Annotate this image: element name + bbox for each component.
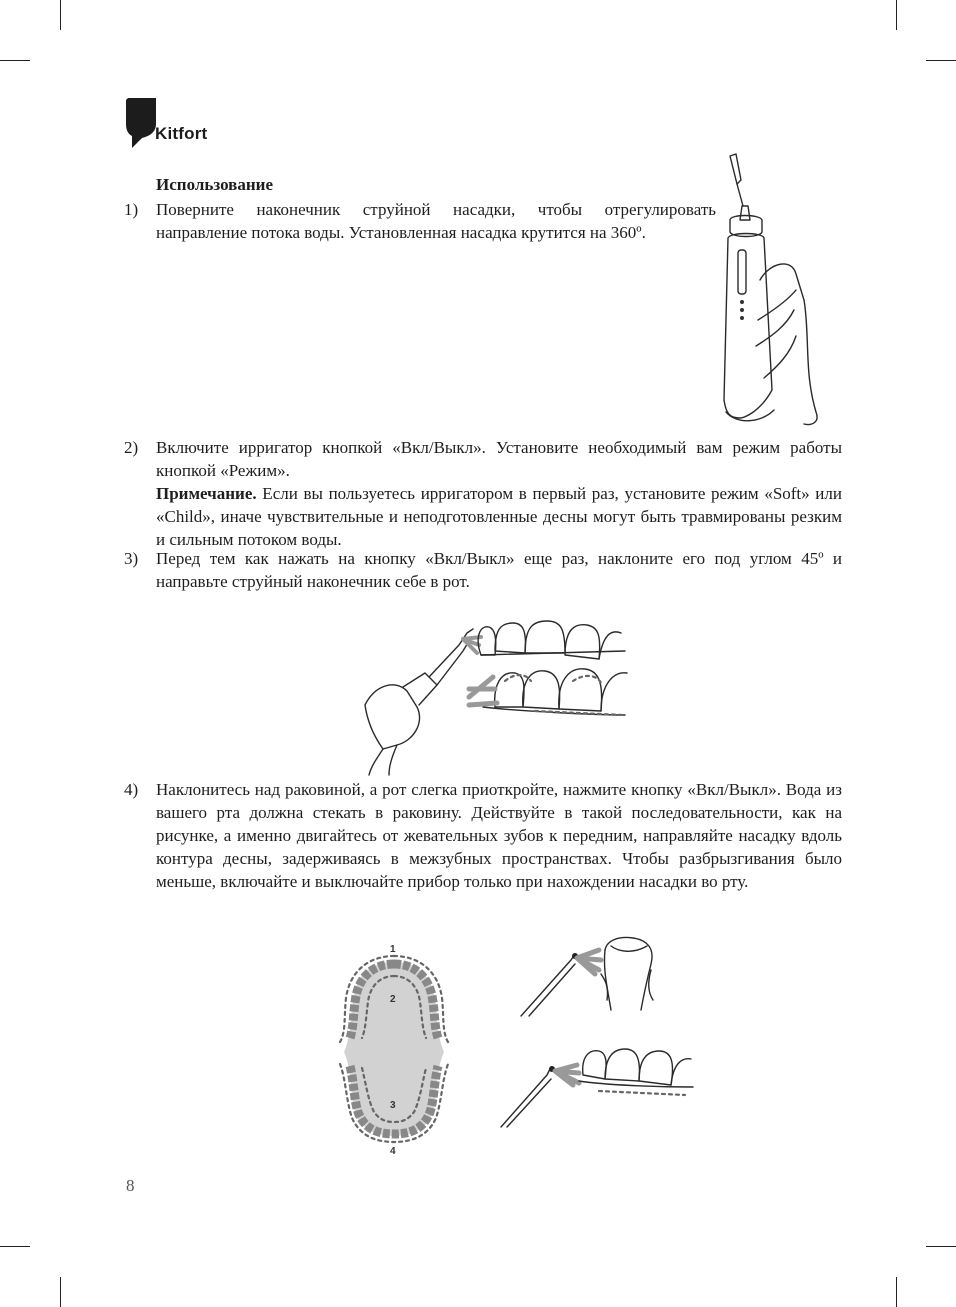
side-teeth-illustration [495,1045,695,1130]
step-number: 1) [124,200,139,219]
step-number: 3) [124,549,139,568]
step-2 [124,436,842,549]
diagram-label: 3 [390,1100,396,1111]
step-note [156,482,842,551]
diagram-label: 1 [390,944,396,955]
crop-mark [896,1277,897,1307]
step-3 [124,547,842,597]
step-text: Поверните наконечник струйной насадки, чтобы отрегулировать направление потока воды. Установленная насадка крутится на 360º. [156,200,716,242]
crop-mark [0,1246,30,1247]
crop-mark [896,0,897,30]
diagram-label: 4 [390,1146,396,1157]
step-number: 4) [124,780,139,799]
note-text: Если вы пользуетесь ирригатором в первый раз, установите режим «Soft» или «Child», иначе чувствительные и неподготовленные десны могут быть травмированы резким и сильным потоком воды. [156,484,842,549]
page-number: 8 [126,1176,135,1195]
front-tooth-illustration [515,930,665,1020]
mouth-sequence-diagram [336,940,456,1160]
crop-mark [926,1246,956,1247]
crop-mark [0,60,30,61]
step-4 [124,778,842,918]
step-text: Включите ирригатор кнопкой «Вкл/Выкл». Установите необходимый вам режим работы кнопкой «Режим». [156,438,842,480]
irrigator-hand-illustration [700,150,840,430]
crop-mark [926,60,956,61]
step-number: 2) [124,438,139,457]
section-title: Использование [156,175,273,194]
step-text: Наклонитесь над раковиной, а рот слегка приоткройте, нажмите кнопку «Вкл/Выкл». Вода из вашего рта должна стекать в раковину. Действуйте в такой последовательности, как на рисунке, а именно двигайтесь от жевательных зубов к передним, направляйте насадку вдоль контура десны, задерживаясь в межзубных пространствах. Чтобы разбрызгивания было меньше, включайте и выключайте прибор только при нахождении насадки во рту. [156,780,842,891]
step-text: Перед тем как нажать на кнопку «Вкл/Выкл» еще раз, наклоните его под углом 45º и направьте струйный наконечник себе в рот. [156,549,842,591]
note-label: Примечание. [156,484,257,503]
crop-mark [60,1277,61,1307]
brand-name: Kitfort [155,124,208,143]
diagram-label: 2 [390,994,396,1005]
crop-mark [60,0,61,30]
irrigator-angle-illustration [355,615,645,780]
kitfort-logo-icon [126,98,156,148]
step-1 [124,198,716,248]
